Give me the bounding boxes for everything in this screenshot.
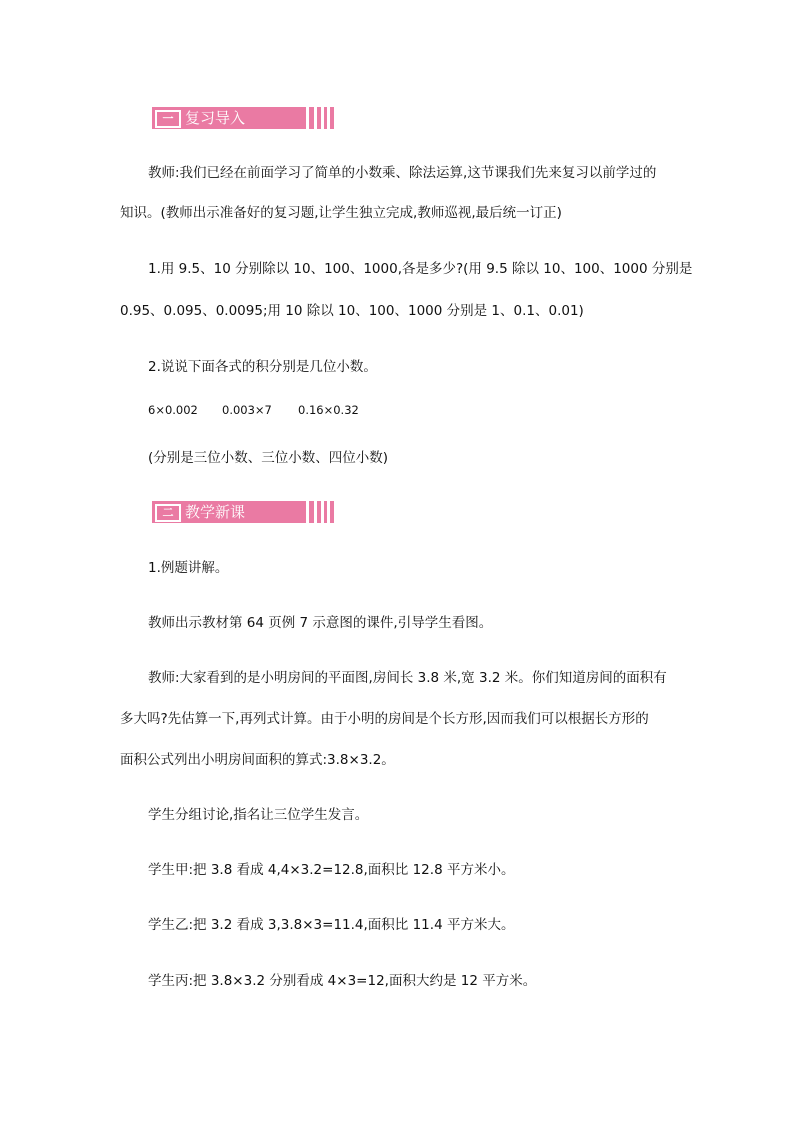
paragraph-line: 教师出示教材第 64 页例 7 示意图的课件,引导学生看图。 (148, 615, 493, 631)
banner-stripe (309, 501, 314, 523)
paragraph-line: 学生丙:把 3.8×3.2 分别看成 4×3=12,面积大约是 12 平方米。 (148, 973, 537, 989)
banner-stripe (317, 107, 321, 129)
paragraph-line: 1.例题讲解。 (148, 560, 229, 576)
banner-stripe (324, 107, 327, 129)
paragraph-line: 学生乙:把 3.2 看成 3,3.8×3=11.4,面积比 11.4 平方米大。 (148, 917, 515, 933)
expression: 0.16×0.32 (298, 403, 359, 417)
question-line: 0.95、0.095、0.0095;用 10 除以 10、100、1000 分别是 1、0.1、0.01) (120, 303, 584, 319)
paragraph-line: 教师:大家看到的是小明房间的平面图,房间长 3.8 米,宽 3.2 米。你们知道房间的面积有 (148, 670, 667, 686)
section-banner-new-lesson (152, 501, 334, 523)
section-number: 二 (155, 504, 181, 522)
question-line: 2.说说下面各式的积分别是几位小数。 (148, 359, 377, 375)
section-title: 教学新课 (185, 503, 246, 521)
paragraph-line: 多大吗?先估算一下,再列式计算。由于小明的房间是个长方形,因而我们可以根据长方形的 (120, 711, 649, 727)
section-banner-review (152, 107, 334, 129)
question-line: 1.用 9.5、10 分别除以 10、100、1000,各是多少?(用 9.5 除以 10、100、1000 分别是 (148, 261, 693, 277)
banner-stripe (330, 501, 334, 523)
paragraph-line: 知识。(教师出示准备好的复习题,让学生独立完成,教师巡视,最后统一订正) (120, 205, 562, 221)
expression: 0.003×7 (222, 403, 272, 417)
answer-line: (分别是三位小数、三位小数、四位小数) (148, 450, 389, 466)
paragraph-line: 学生分组讨论,指名让三位学生发言。 (148, 807, 369, 823)
section-title: 复习导入 (185, 109, 246, 127)
banner-stripe (330, 107, 334, 129)
paragraph-line: 面积公式列出小明房间面积的算式:3.8×3.2。 (120, 752, 395, 768)
banner-stripe (317, 501, 321, 523)
paragraph-line: 教师:我们已经在前面学习了简单的小数乘、除法运算,这节课我们先来复习以前学过的 (148, 165, 657, 181)
section-number: 一 (155, 110, 181, 128)
banner-stripe (309, 107, 314, 129)
paragraph-line: 学生甲:把 3.8 看成 4,4×3.2=12.8,面积比 12.8 平方米小。 (148, 862, 515, 878)
banner-stripe (324, 501, 327, 523)
expression: 6×0.002 (148, 403, 198, 417)
